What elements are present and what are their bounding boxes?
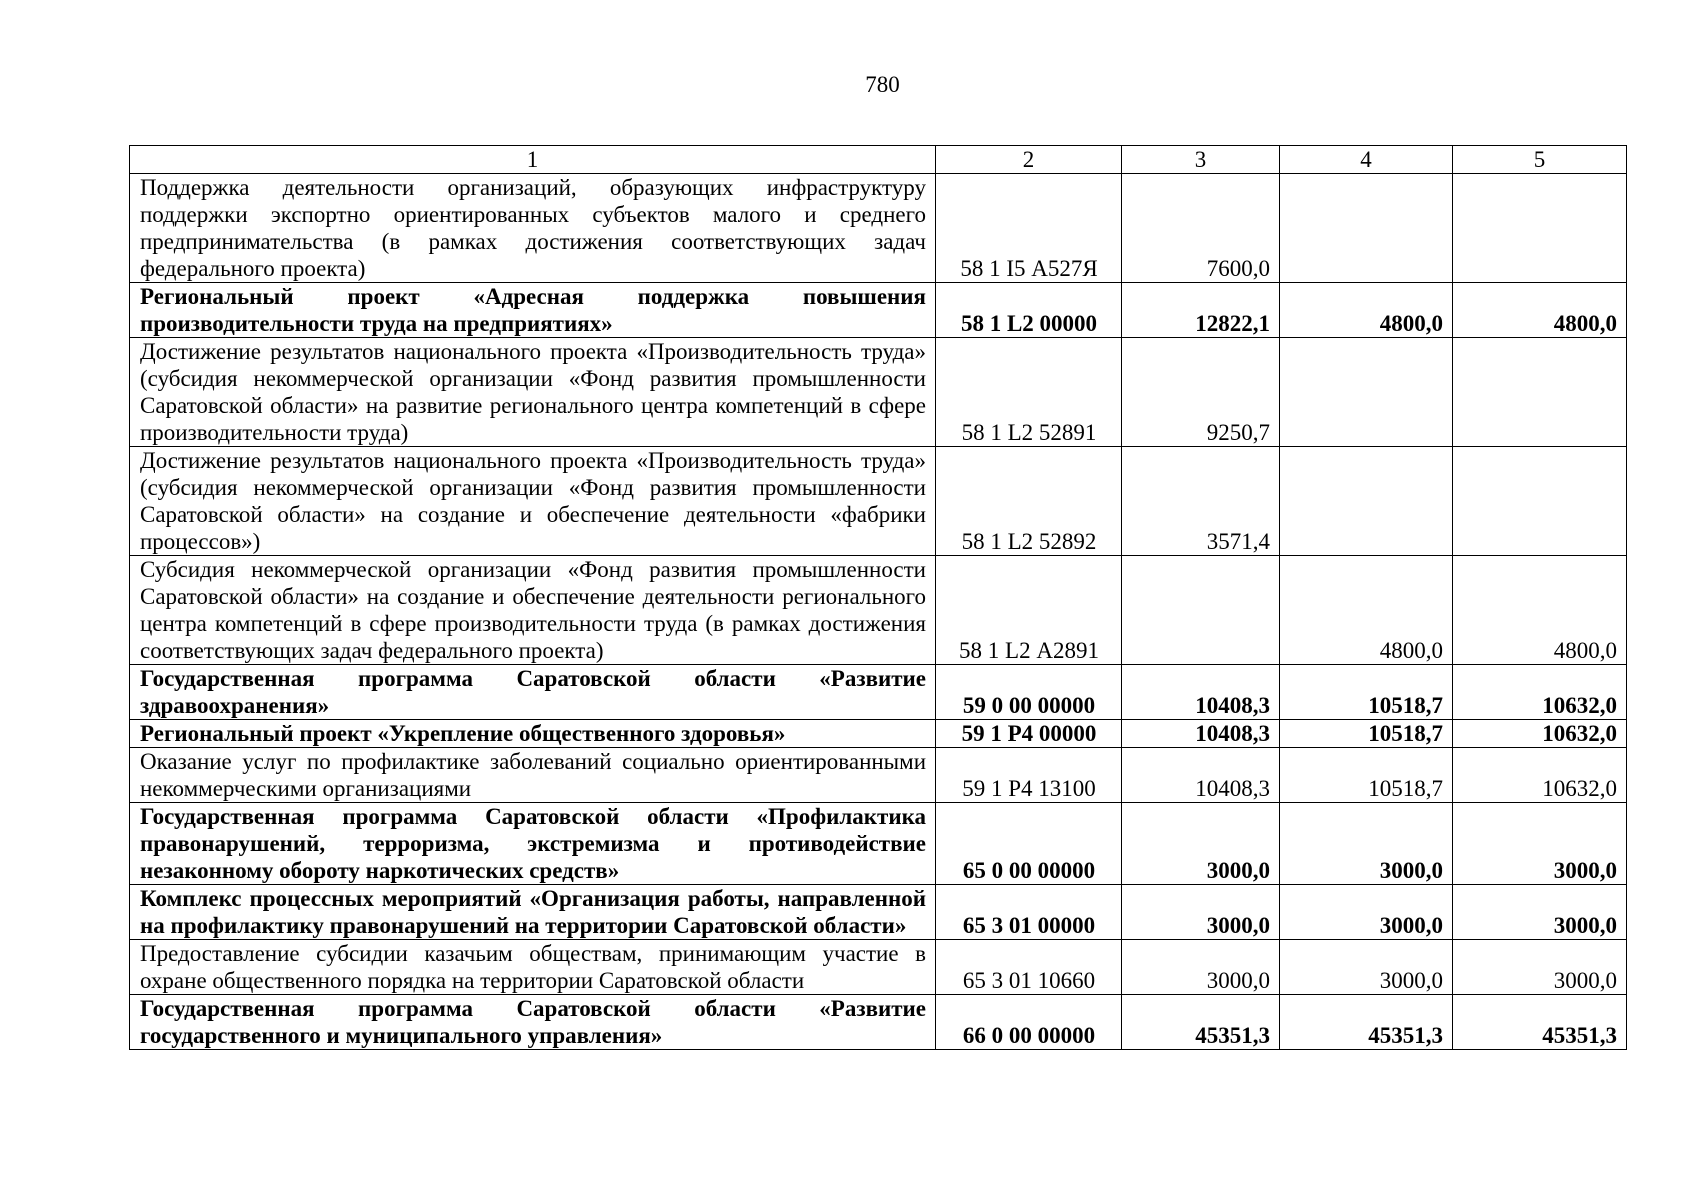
row-value-col5: 3000,0 bbox=[1453, 803, 1627, 885]
table-header bbox=[130, 146, 1627, 174]
row-code-cell: 58 1 I5 А527Я bbox=[936, 174, 1122, 283]
row-value-col3: 10408,3 bbox=[1122, 720, 1280, 748]
table-row bbox=[130, 885, 1627, 940]
row-value-col4: 10518,7 bbox=[1280, 720, 1453, 748]
row-code-cell: 59 0 00 00000 bbox=[936, 665, 1122, 720]
row-value-col4 bbox=[1280, 174, 1453, 283]
row-value-col4: 3000,0 bbox=[1280, 803, 1453, 885]
row-value-col5: 45351,3 bbox=[1453, 995, 1627, 1050]
table-row bbox=[130, 174, 1627, 283]
row-name-cell: Предоставление субсидии казачьим обществам, принимающим участие в охране общественного порядка на территории Саратовской области bbox=[130, 940, 936, 995]
row-value-col3: 12822,1 bbox=[1122, 283, 1280, 338]
row-code-cell: 58 1 L2 А2891 bbox=[936, 556, 1122, 665]
table-row bbox=[130, 720, 1627, 748]
table-row bbox=[130, 940, 1627, 995]
row-value-col4: 3000,0 bbox=[1280, 940, 1453, 995]
row-value-col3: 45351,3 bbox=[1122, 995, 1280, 1050]
row-value-col3: 7600,0 bbox=[1122, 174, 1280, 283]
row-value-col4: 4800,0 bbox=[1280, 556, 1453, 665]
row-code-cell: 58 1 L2 00000 bbox=[936, 283, 1122, 338]
column-header-1: 1 bbox=[130, 146, 936, 174]
row-name-cell: Достижение результатов национального проекта «Производительность труда» (субсидия некоммерческой организации «Фонд развития промышленности Саратовской области» на создание и обеспечение деятельности «фабрики процессов») bbox=[130, 447, 936, 556]
table-row bbox=[130, 665, 1627, 720]
row-value-col3: 3000,0 bbox=[1122, 940, 1280, 995]
row-value-col4: 10518,7 bbox=[1280, 665, 1453, 720]
row-name-cell: Субсидия некоммерческой организации «Фонд развития промышленности Саратовской области» на создание и обеспечение деятельности регионального центра компетенций в сфере производительности труда (в рамках достижения соответствующих задач федерального проекта) bbox=[130, 556, 936, 665]
row-code-cell: 59 1 P4 00000 bbox=[936, 720, 1122, 748]
row-name-cell: Региональный проект «Адресная поддержка повышения производительности труда на предприятиях» bbox=[130, 283, 936, 338]
column-header-3: 3 bbox=[1122, 146, 1280, 174]
row-code-cell: 66 0 00 00000 bbox=[936, 995, 1122, 1050]
row-value-col5 bbox=[1453, 174, 1627, 283]
column-header-5: 5 bbox=[1453, 146, 1627, 174]
row-value-col3: 3571,4 bbox=[1122, 447, 1280, 556]
row-value-col3: 10408,3 bbox=[1122, 748, 1280, 803]
row-name-cell: Комплекс процессных мероприятий «Организация работы, направленной на профилактику правонарушений на территории Саратовской области» bbox=[130, 885, 936, 940]
row-value-col3: 3000,0 bbox=[1122, 803, 1280, 885]
row-code-cell: 65 3 01 00000 bbox=[936, 885, 1122, 940]
row-value-col5: 4800,0 bbox=[1453, 283, 1627, 338]
row-value-col3: 9250,7 bbox=[1122, 338, 1280, 447]
row-code-cell: 65 3 01 10660 bbox=[936, 940, 1122, 995]
table-body bbox=[130, 174, 1627, 1050]
row-value-col4: 45351,3 bbox=[1280, 995, 1453, 1050]
row-value-col3 bbox=[1122, 556, 1280, 665]
table-row bbox=[130, 995, 1627, 1050]
header-row bbox=[130, 146, 1627, 174]
row-value-col5: 3000,0 bbox=[1453, 940, 1627, 995]
row-value-col4: 3000,0 bbox=[1280, 885, 1453, 940]
row-value-col5 bbox=[1453, 447, 1627, 556]
row-name-cell: Региональный проект «Укрепление общественного здоровья» bbox=[130, 720, 936, 748]
page-number: 780 bbox=[865, 72, 900, 97]
row-code-cell: 65 0 00 00000 bbox=[936, 803, 1122, 885]
row-value-col5: 4800,0 bbox=[1453, 556, 1627, 665]
row-name-cell: Поддержка деятельности организаций, образующих инфраструктуру поддержки экспортно ориентированных субъектов малого и среднего предпринимательства (в рамках достижения соответствующих задач федерального проекта) bbox=[130, 174, 936, 283]
row-value-col5: 10632,0 bbox=[1453, 748, 1627, 803]
row-code-cell: 58 1 L2 52891 bbox=[936, 338, 1122, 447]
row-value-col5 bbox=[1453, 338, 1627, 447]
table-row bbox=[130, 803, 1627, 885]
row-value-col5: 3000,0 bbox=[1453, 885, 1627, 940]
row-code-cell: 58 1 L2 52892 bbox=[936, 447, 1122, 556]
row-name-cell: Оказание услуг по профилактике заболеваний социально ориентированными некоммерческими организациями bbox=[130, 748, 936, 803]
table-row bbox=[130, 556, 1627, 665]
row-value-col4 bbox=[1280, 338, 1453, 447]
row-name-cell: Достижение результатов национального проекта «Производительность труда» (субсидия некоммерческой организации «Фонд развития промышленности Саратовской области» на развитие регионального центра компетенций в сфере производительности труда) bbox=[130, 338, 936, 447]
row-value-col4: 10518,7 bbox=[1280, 748, 1453, 803]
column-header-4: 4 bbox=[1280, 146, 1453, 174]
row-value-col5: 10632,0 bbox=[1453, 665, 1627, 720]
column-header-2: 2 bbox=[936, 146, 1122, 174]
row-value-col5: 10632,0 bbox=[1453, 720, 1627, 748]
table-row bbox=[130, 338, 1627, 447]
row-value-col4: 4800,0 bbox=[1280, 283, 1453, 338]
row-name-cell: Государственная программа Саратовской области «Профилактика правонарушений, терроризма, экстремизма и противодействие незаконному обороту наркотических средств» bbox=[130, 803, 936, 885]
row-value-col3: 10408,3 bbox=[1122, 665, 1280, 720]
table-row bbox=[130, 283, 1627, 338]
row-name-cell: Государственная программа Саратовской области «Развитие здравоохранения» bbox=[130, 665, 936, 720]
row-value-col4 bbox=[1280, 447, 1453, 556]
row-name-cell: Государственная программа Саратовской области «Развитие государственного и муниципального управления» bbox=[130, 995, 936, 1050]
row-value-col3: 3000,0 bbox=[1122, 885, 1280, 940]
row-code-cell: 59 1 P4 13100 bbox=[936, 748, 1122, 803]
table-row bbox=[130, 447, 1627, 556]
budget-table bbox=[129, 145, 1627, 1050]
table-row bbox=[130, 748, 1627, 803]
